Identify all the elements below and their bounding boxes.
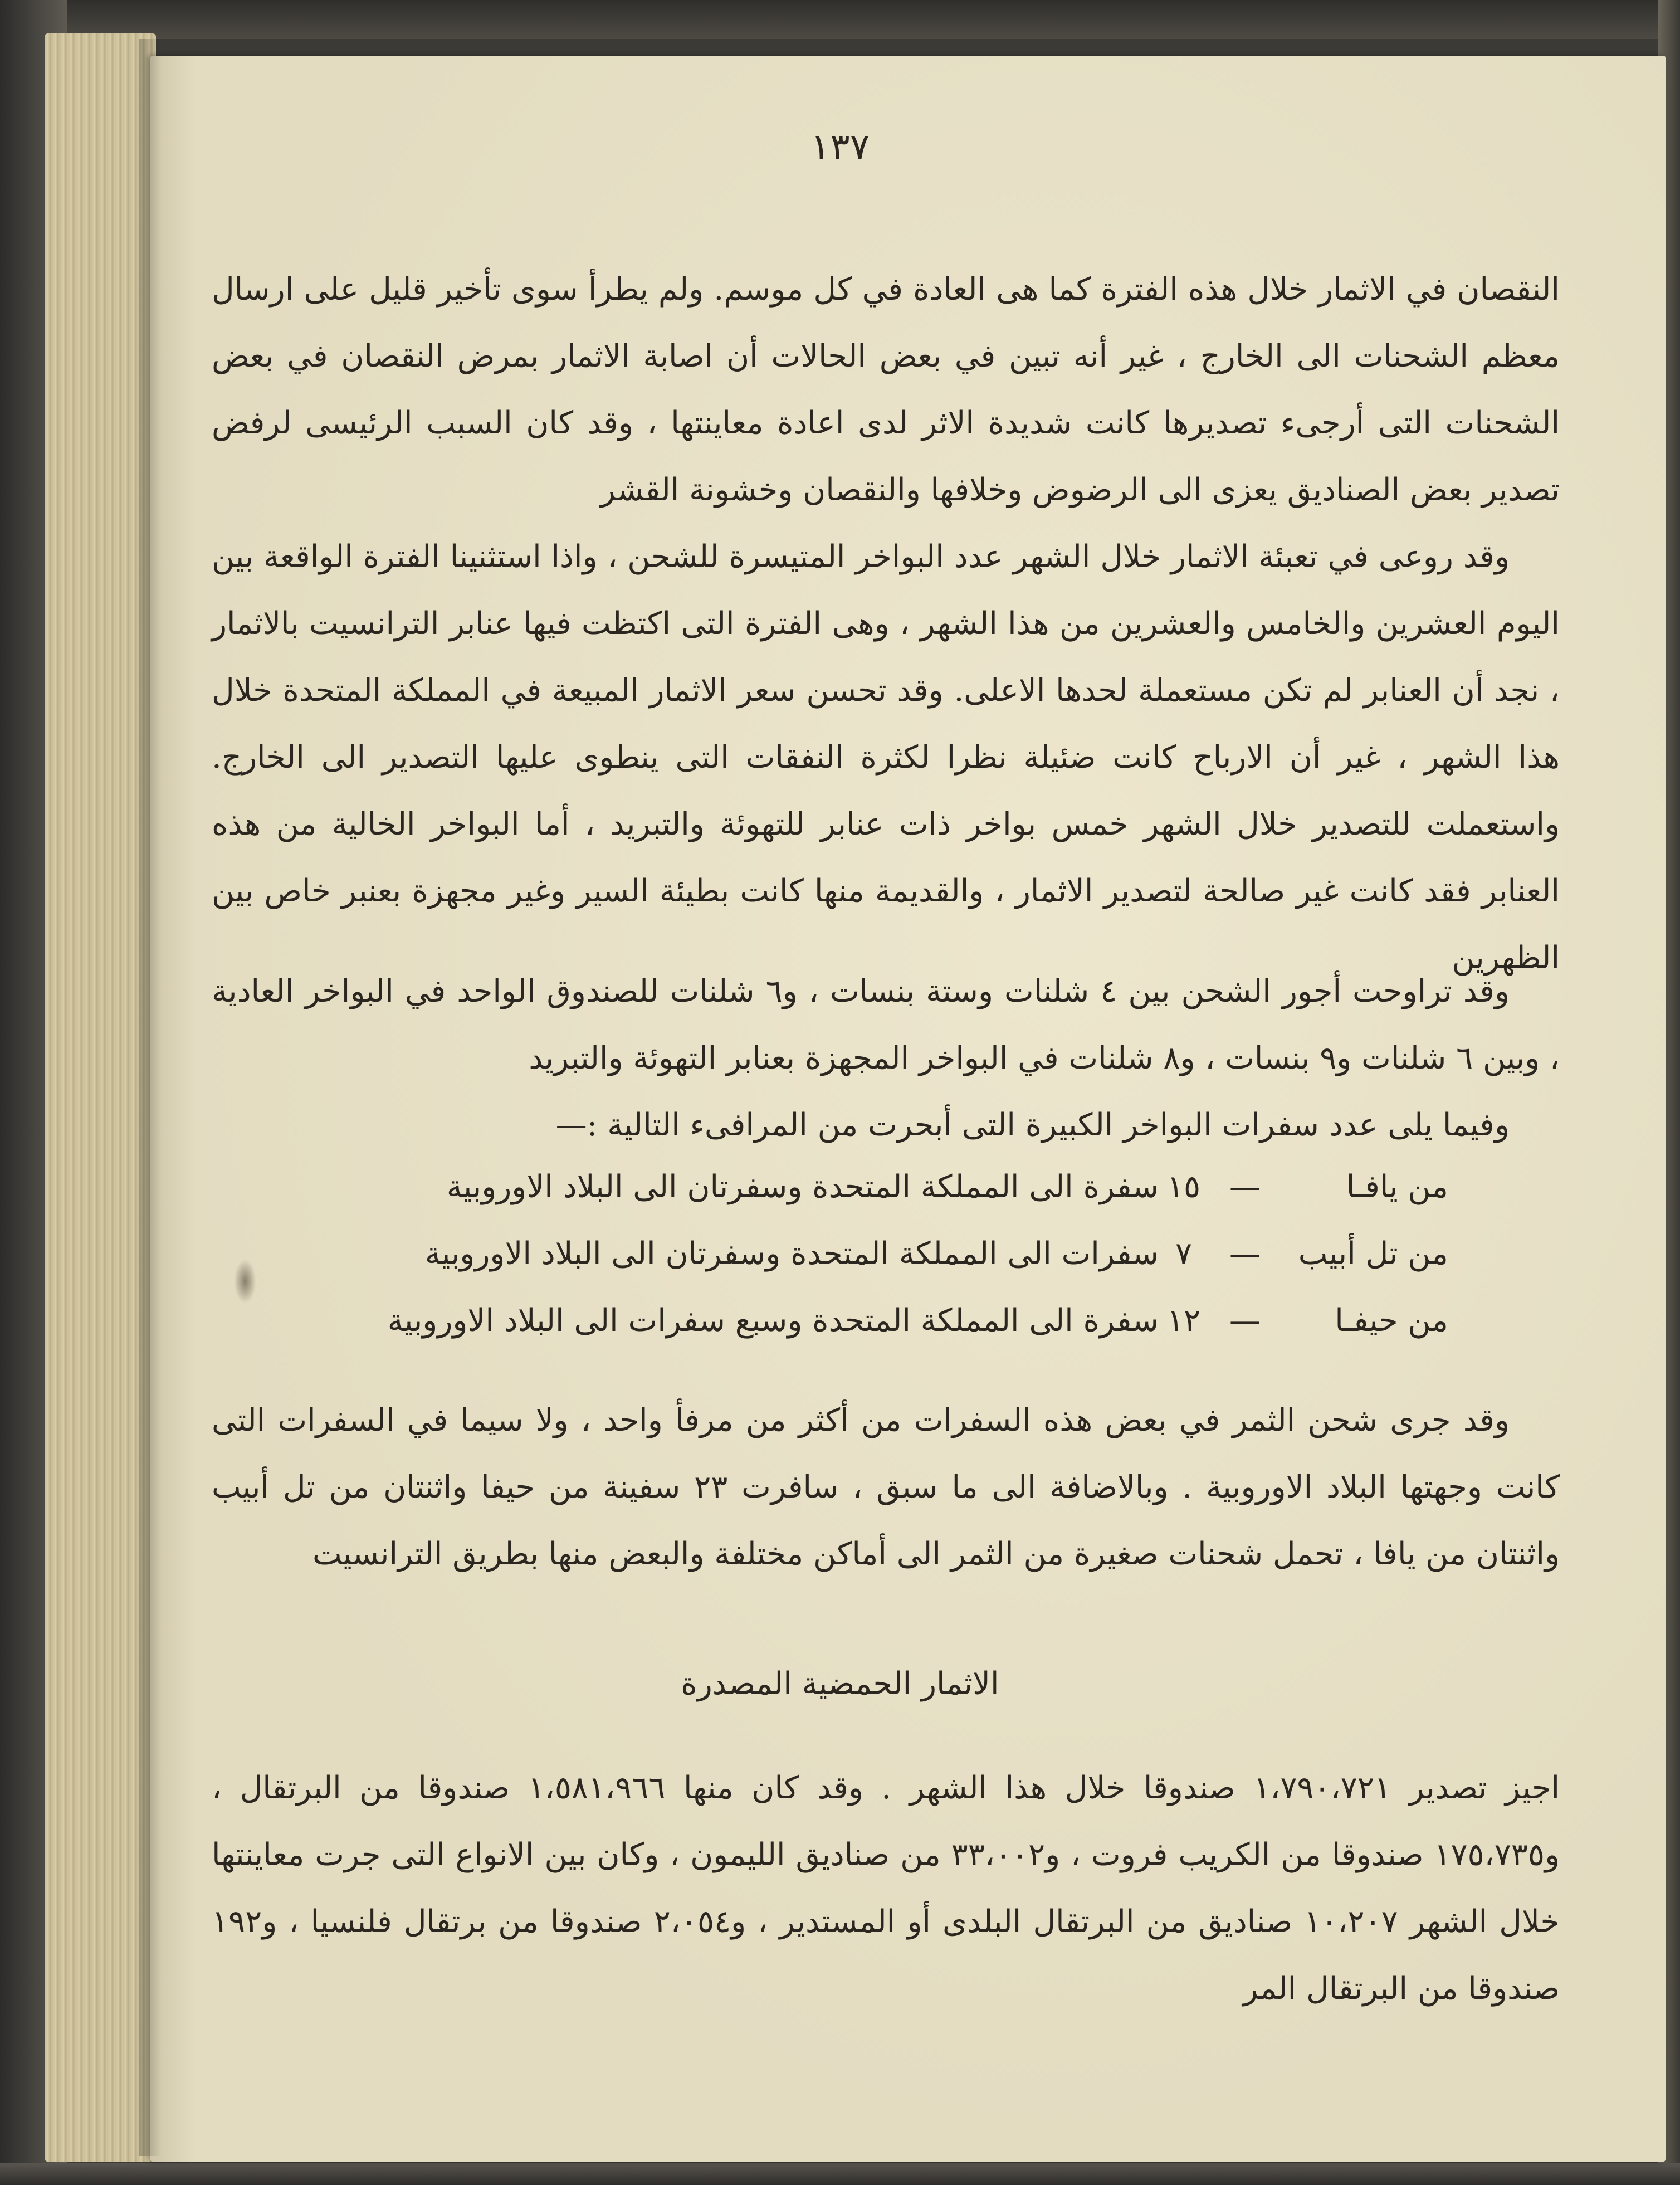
paragraph-text: النقصان في الاثمار خلال هذه الفترة كما هى العادة في كل موسم. ولم يطرأ سوى تأخير قليل على ارسال معظم الشحنات الى الخارج ، غير أنه تبين في بعض الحالات أن اصابة الاثمار بمرض النقصان في بعض الشحنات التى أرجىء تصديرها كانت شديدة الاثر لدى اعادة معاينتها ، وقد كان السبب الرئيسى لرفض تصدير بعض الصناديق يعزى الى الرضوض وخلافها والنقصان وخشونة القشر (212, 271, 1560, 508)
voyage-row (334, 1220, 1448, 1287)
book-cover-bottom (0, 2163, 1680, 2185)
spine-shadow (139, 39, 162, 2156)
paragraph-5 (212, 1387, 1560, 1588)
voyage-destination: سفرات الى المملكة المتحدة وسفرتان الى البلاد الاوروبية (424, 1235, 1159, 1272)
voyage-dash: — (1229, 1302, 1261, 1339)
paragraph-3 (212, 958, 1560, 1092)
paragraph-text: وقد روعى في تعبئة الاثمار خلال الشهر عدد البواخر المتيسرة للشحن ، واذا استثنينا الفترة الواقعة بين اليوم العشرين والخامس والعشرين من هذا الشهر ، وهى الفترة التى اكتظت فيها عنابر الترانسيت بالاثمار ، نجد أن العنابر لم تكن مستعملة لحدها الاعلى. وقد تحسن سعر الاثمار المبيعة في المملكة المتحدة خلال هذا الشهر ، غير أن الارباح كانت ضئيلة نظرا لكثرة النفقات التى ينطوى عليها التصدير الى الخارج. واستعملت للتصدير خلال الشهر خمس بواخر ذات عنابر للتهوئة والتبريد ، أما البواخر الخالية من هذه العنابر فقد كانت غير صالحة لتصدير الاثمار ، والقديمة منها كانت بطيئة السير وغير مجهزة بعنبر خاص بين الظهرين (212, 539, 1560, 976)
voyage-count: ٧ (1175, 1235, 1193, 1272)
paragraph-6 (212, 1755, 1560, 2022)
paragraph-text: اجيز تصدير ١،٧٩٠،٧٢١ صندوقا خلال هذا الشهر . وقد كان منها ١،٥٨١،٩٦٦ صندوقا من البرتقال ، و١٧٥،٧٣٥ صندوقا من الكريب فروت ، و٣٣،٠٠٢ من صناديق الليمون ، وكان بين الانواع التى جرت معاينتها خلال الشهر ١٠،٢٠٧ صناديق من البرتقال البلدى أو المستدير ، و٢،٠٥٤ صندوقا من برتقال فلنسيا ، و١٩٢ صندوقا من البرتقال المر (212, 1770, 1560, 2007)
voyage-dash: — (1229, 1168, 1261, 1205)
voyage-dash: — (1229, 1235, 1261, 1272)
voyage-row (334, 1287, 1448, 1354)
voyage-destination: سفرة الى المملكة المتحدة وسبع سفرات الى البلاد الاوروبية (387, 1302, 1159, 1339)
voyage-row (334, 1153, 1448, 1220)
paragraph-1 (212, 256, 1560, 524)
voyage-count: ١٢ (1166, 1302, 1201, 1339)
book-cover-top (0, 0, 1680, 39)
paragraph-text: وقد جرى شحن الثمر في بعض هذه السفرات من أكثر من مرفأ واحد ، ولا سيما في السفرات التى كانت وجهتها البلاد الاوروبية . وبالاضافة الى ما سبق ، سافرت ٢٣ سفينة من حيفا واثنتان من تل أبيب واثنتان من يافا ، تحمل شحنات صغيرة من الثمر الى أماكن مختلفة والبعض منها بطريق الترانسيت (212, 1402, 1560, 1572)
page-number: ١٣٧ (810, 125, 870, 168)
voyage-port: من حيفـا (1335, 1302, 1448, 1339)
paragraph-text: وقد تراوحت أجور الشحن بين ٤ شلنات وستة بنسات ، و٦ شلنات للصندوق الواحد في البواخر العادية ، وبين ٦ شلنات و٩ بنسات ، و٨ شلنات في البواخر المجهزة بعنابر التهوئة والتبريد (212, 973, 1560, 1076)
voyage-destination: سفرة الى المملكة المتحدة وسفرتان الى البلاد الاوروبية (446, 1168, 1159, 1205)
paragraph-4 (212, 1092, 1560, 1159)
voyage-port: من يافـا (1346, 1168, 1448, 1205)
voyage-port: من تل أبيب (1298, 1235, 1448, 1272)
paragraph-2 (212, 524, 1560, 992)
voyages-list (334, 1153, 1448, 1354)
section-heading: الاثمار الحمضية المصدرة (681, 1666, 999, 1702)
paragraph-text: وفيما يلى عدد سفرات البواخر الكبيرة التى أبحرت من المرافىء التالية :— (555, 1107, 1510, 1143)
page-stain (234, 1259, 256, 1304)
voyage-count: ١٥ (1166, 1168, 1201, 1205)
